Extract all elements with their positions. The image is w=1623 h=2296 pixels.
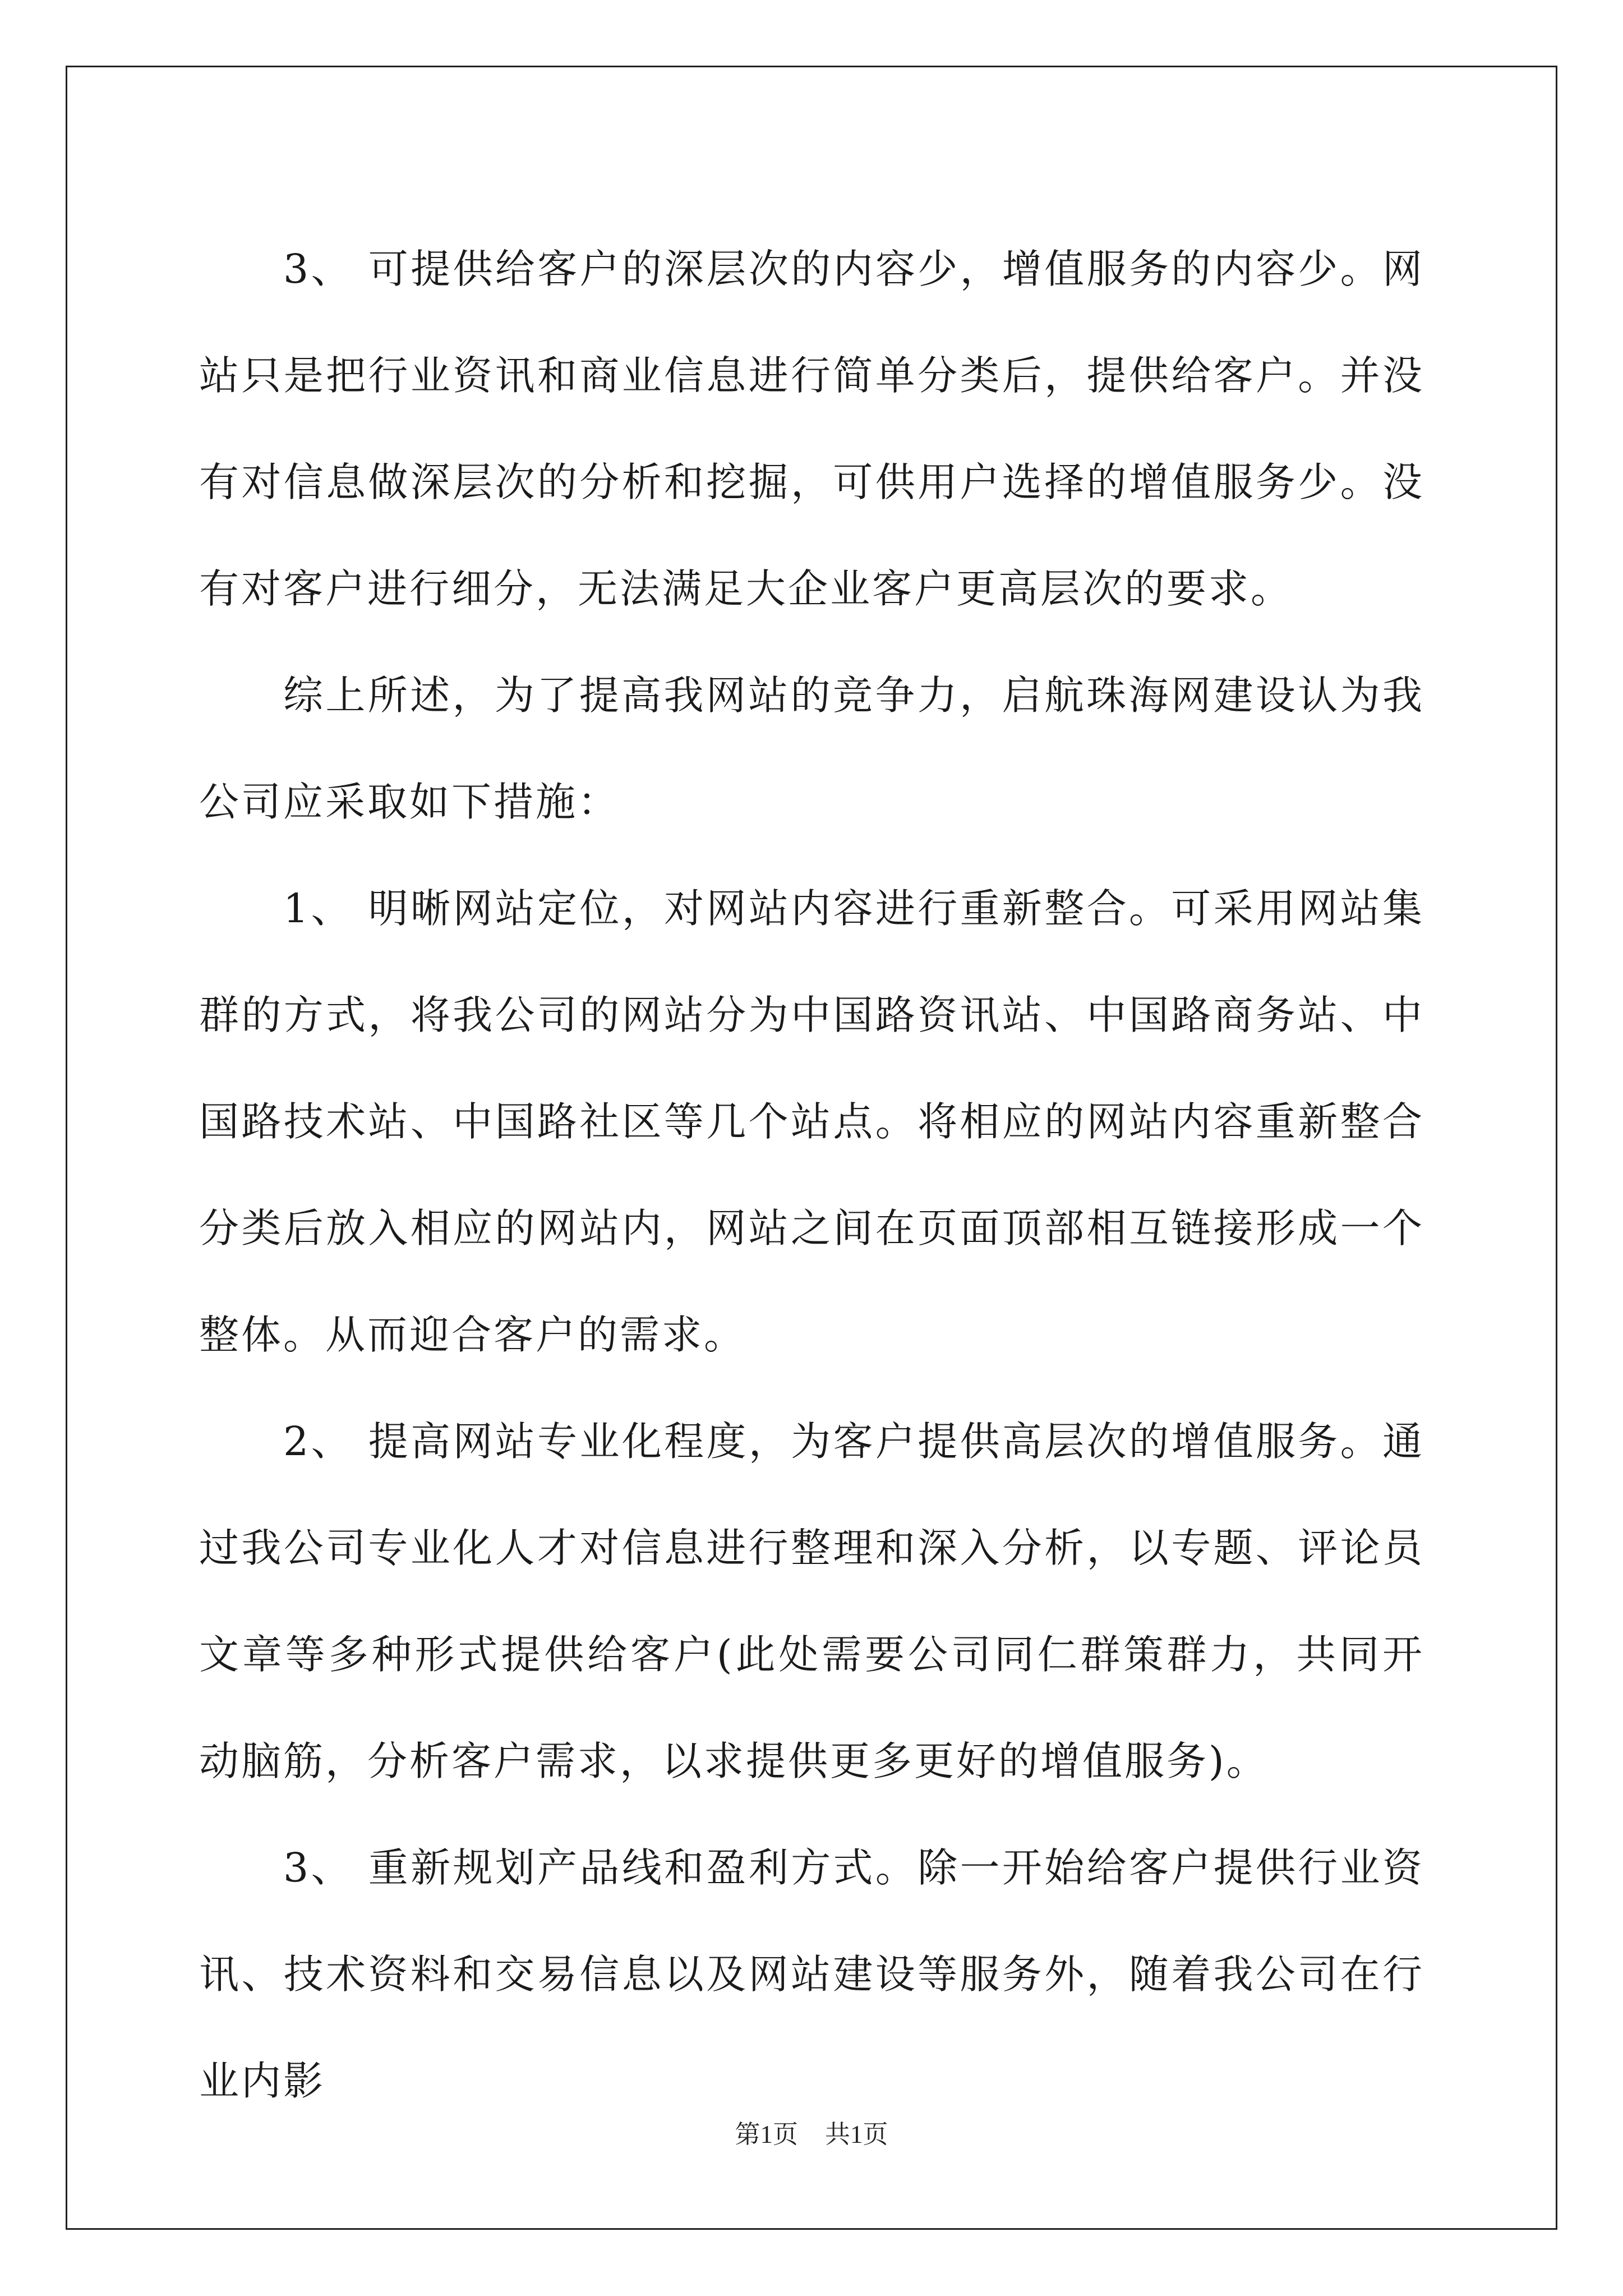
page-total: 共1页 (825, 2120, 888, 2148)
page-footer (0, 2114, 1623, 2150)
paragraph-3: 1、 明晰网站定位，对网站内容进行重新整合。可采用网站集群的方式，将我公司的网站分为中国路资讯站、中国路商务站、中国路技术站、中国路社区等几个站点。将相应的网站内容重新整合分类后放入相应的网站内，网站之间在页面顶部相互链接形成一个整体。从而迎合客户的需求。 (199, 885, 1424, 1358)
paragraph-2: 综上所述，为了提高我网站的竞争力，启航珠海网建设认为我公司应采取如下措施： (199, 672, 1424, 825)
page-number: 第1页 (735, 2120, 798, 2148)
document-body (199, 216, 1424, 2134)
paragraph-1: 3、 可提供给客户的深层次的内容少，增值服务的内容少。网站只是把行业资讯和商业信息进行简单分类后，提供给客户。并没有对信息做深层次的分析和挖掘，可供用户选择的增值服务少。没有对客户进行细分，无法满足大企业客户更高层次的要求。 (199, 246, 1424, 612)
paragraph-5: 3、 重新规划产品线和盈利方式。除一开始给客户提供行业资讯、技术资料和交易信息以及网站建设等服务外，随着我公司在行业内影 (199, 1844, 1424, 2104)
paragraph-4: 2、 提高网站专业化程度，为客户提供高层次的增值服务。通过我公司专业化人才对信息进行整理和深入分析，以专题、评论员文章等多种形式提供给客户(此处需要公司同仁群策群力，共同开动脑筋，分析客户需求，以求提供更多更好的增值服务)。 (199, 1418, 1424, 1784)
